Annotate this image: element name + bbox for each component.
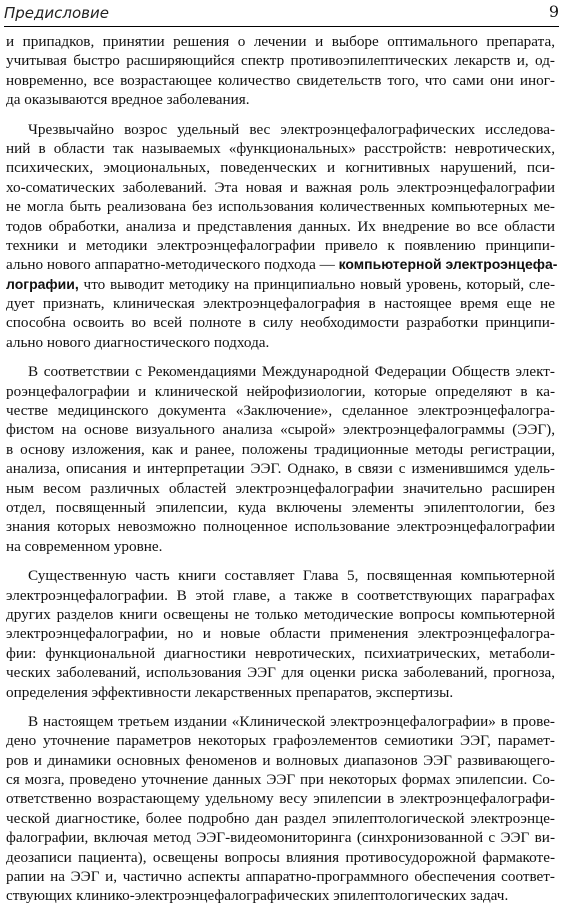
paragraph <box>6 566 555 702</box>
text-line: ствующих клинико-электроэнцефалографических эпилептологических задач. <box>6 887 509 905</box>
text-line: знания которых невозможно полноценное использование электроэнцефалографии <box>6 518 555 536</box>
text-line: ответственно возрастающему удельному весу эпилепсии в электроэнцефалографи- <box>6 790 555 808</box>
text-line: в основу изложения, как и ранее, положены традиционные методы регистрации, <box>6 440 555 458</box>
text-line: других разделов книги освещены не только методические вопросы компьютерной <box>6 605 555 623</box>
text-line: анализа, описания и интерпретации ЭЭГ. Однако, в связи с изменившимся удель- <box>6 460 555 478</box>
paragraph <box>6 712 555 906</box>
text-body <box>6 32 558 906</box>
paragraph-gap <box>6 556 555 566</box>
text-line: Существенную часть книги составляет Глава 5, посвященная компьютерной <box>28 567 555 585</box>
text-line: отдел, посвященный эпилепсии, куда включены элементы эпилептологии, без <box>6 498 555 516</box>
text-line: хо-соматических заболеваний. Эта новая и важная роль электроэнцефалографии <box>6 178 555 196</box>
text-line: ально нового аппаратно-методического подхода — компьютерной электроэнцефа- <box>6 256 558 274</box>
text-line: ально нового диагностического подхода. <box>6 333 270 351</box>
text-line: электроэнцефалографии, но и новые области применения электроэнцефалогра- <box>6 625 555 643</box>
text-line: ся мозга, проведено уточнение данных ЭЭГ при некоторых формах эпилепсии. Со- <box>6 771 555 789</box>
text-line: новременно, все возрастающее количество свидетельств того, что сами они иног- <box>6 71 555 89</box>
text-line: В соответствии с Рекомендациями Международной Федерации Обществ элект- <box>28 363 555 381</box>
text-line: ческой диагностике, более подробно дан раздел эпилептологической электроэнце- <box>6 809 555 827</box>
text-line: да оказываются вредное заболевания. <box>6 91 250 109</box>
text-line: Чрезвычайно возрос удельный вес электроэнцефалографических исследова- <box>28 120 555 138</box>
text-line: дено уточнение параметров некоторых графоэлементов семиотики ЭЭГ, парамет- <box>6 732 555 750</box>
text-line: фии: функциональной диагностики невротических, психиатрических, метаболи- <box>6 644 555 662</box>
text-line: способна освоить во всей полноте в силу необходимости разработки принципи- <box>6 314 555 332</box>
paragraph-gap <box>6 110 555 120</box>
text-line: честве медицинского документа «Заключение», сделанное электроэнцефалогра- <box>6 402 555 420</box>
bold-term: лографии, <box>6 275 79 292</box>
page-number: 9 <box>548 2 559 21</box>
text-line: не могла быть реализована без использования количественных компьютерных ме- <box>6 198 555 216</box>
paragraph <box>6 120 558 353</box>
text-line: дует признать, клиническая электроэнцефалография в настоящее время еще не <box>6 295 555 313</box>
text-line: ний в области так называемых «функциональных» расстройств: невротических, <box>6 139 555 157</box>
paragraph <box>6 32 555 110</box>
paragraph-gap <box>6 352 555 362</box>
paragraph-gap <box>6 702 555 712</box>
section-title: Предисловие <box>4 4 109 22</box>
text-line: определения эффективности лекарственных препаратов, экспертизы. <box>6 683 454 701</box>
text-line: и припадков, принятии решения о лечении и выборе оптимального препарата, <box>6 33 555 50</box>
bold-term: компьютерной электроэнцефа- <box>338 256 558 273</box>
text-line: ным весом различных областей электроэнцефалографии значительно расширен <box>6 479 555 497</box>
text-line: ческих заболеваний, использования ЭЭГ для оценки риска заболеваний, прогноза, <box>6 664 555 682</box>
text-line: электроэнцефалографии. В этой главе, а также в соответствующих параграфах <box>6 586 555 604</box>
text-line: роэнцефалографии и клинической нейрофизиологии, которые определяют в ка- <box>6 382 555 400</box>
text-line: деозаписи пациента), освещены вопросы влияния противосудорожной фармакоте- <box>6 848 555 866</box>
running-header <box>4 2 559 27</box>
text-line: рапии на ЭЭГ и, частично аспекты аппаратно-программного обеспечения соответ- <box>6 868 555 886</box>
text-line: лографии, что выводит методику на принципиально новый уровень, который, сле- <box>6 275 555 293</box>
text-line: фалографии, включая метод ЭЭГ-видеомониторинга (синхронизованной с ЭЭГ ви- <box>6 829 555 847</box>
text-line: учитывая быстро расширяющийся спектр противоэпилептических лекарств и, од- <box>6 52 555 70</box>
text-line: техники и методики электроэнцефалографии привело к появлению принципи- <box>6 236 555 254</box>
text-line: В настоящем третьем издании «Клинической электроэнцефалографии» в прове- <box>28 712 555 730</box>
text-line: фистом на основе визуального анализа «сырой» электроэнцефалограммы (ЭЭГ), <box>6 421 555 439</box>
text-line: ров и динамики основных феноменов и волновых диапазонов ЭЭГ развивающего- <box>6 751 555 769</box>
text-line: на современном уровне. <box>6 537 163 555</box>
text-line: тодов обработки, анализа и представления данных. Их внедрение во все области <box>6 217 555 235</box>
text-line: психических, эмоциональных, поведенческих и когнитивных нарушений, пси- <box>6 159 555 177</box>
paragraph <box>6 362 555 556</box>
